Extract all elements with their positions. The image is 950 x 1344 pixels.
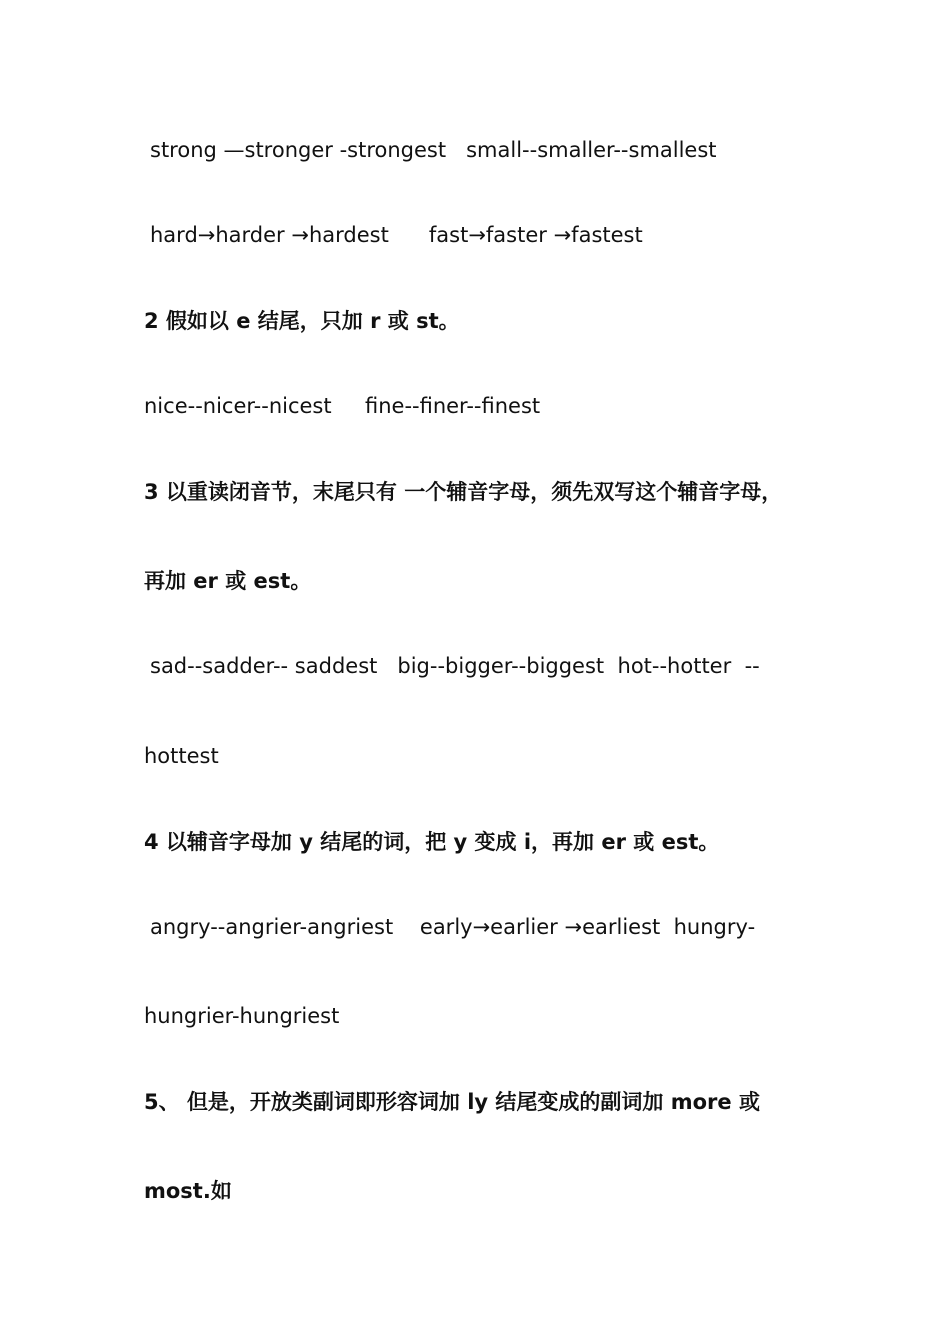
- text-line-4: nice--nicer--nicest fine--finer--finest: [144, 394, 541, 418]
- text-line-1: strong —stronger -strongest small--smaller--smallest: [150, 138, 717, 162]
- text-line-2: hard→harder →hardest fast→faster →fastest: [150, 223, 643, 247]
- rule-5-heading-line-2: most.如: [144, 1179, 232, 1203]
- rule-5-heading-line-1: 5、 但是，开放类副词即形容词加 ly 结尾变成的副词加 more 或: [144, 1090, 760, 1114]
- text-line-10: angry--angrier-angriest early→earlier →earliest hungry-: [150, 915, 756, 939]
- rule-3-heading-line-1: 3 以重读闭音节，末尾只有 一个辅音字母，须先双写这个辅音字母，: [144, 480, 783, 504]
- rule-2-heading: 2 假如以 e 结尾，只加 r 或 st。: [144, 309, 460, 333]
- text-line-8: hottest: [144, 744, 219, 768]
- rule-4-heading: 4 以辅音字母加 y 结尾的词，把 y 变成 i，再加 er 或 est。: [144, 830, 720, 854]
- text-line-7: sad--sadder-- saddest big--bigger--biggest hot--hotter --: [150, 654, 760, 678]
- text-line-11: hungrier-hungriest: [144, 1004, 340, 1028]
- rule-3-heading-line-2: 再加 er 或 est。: [144, 569, 312, 593]
